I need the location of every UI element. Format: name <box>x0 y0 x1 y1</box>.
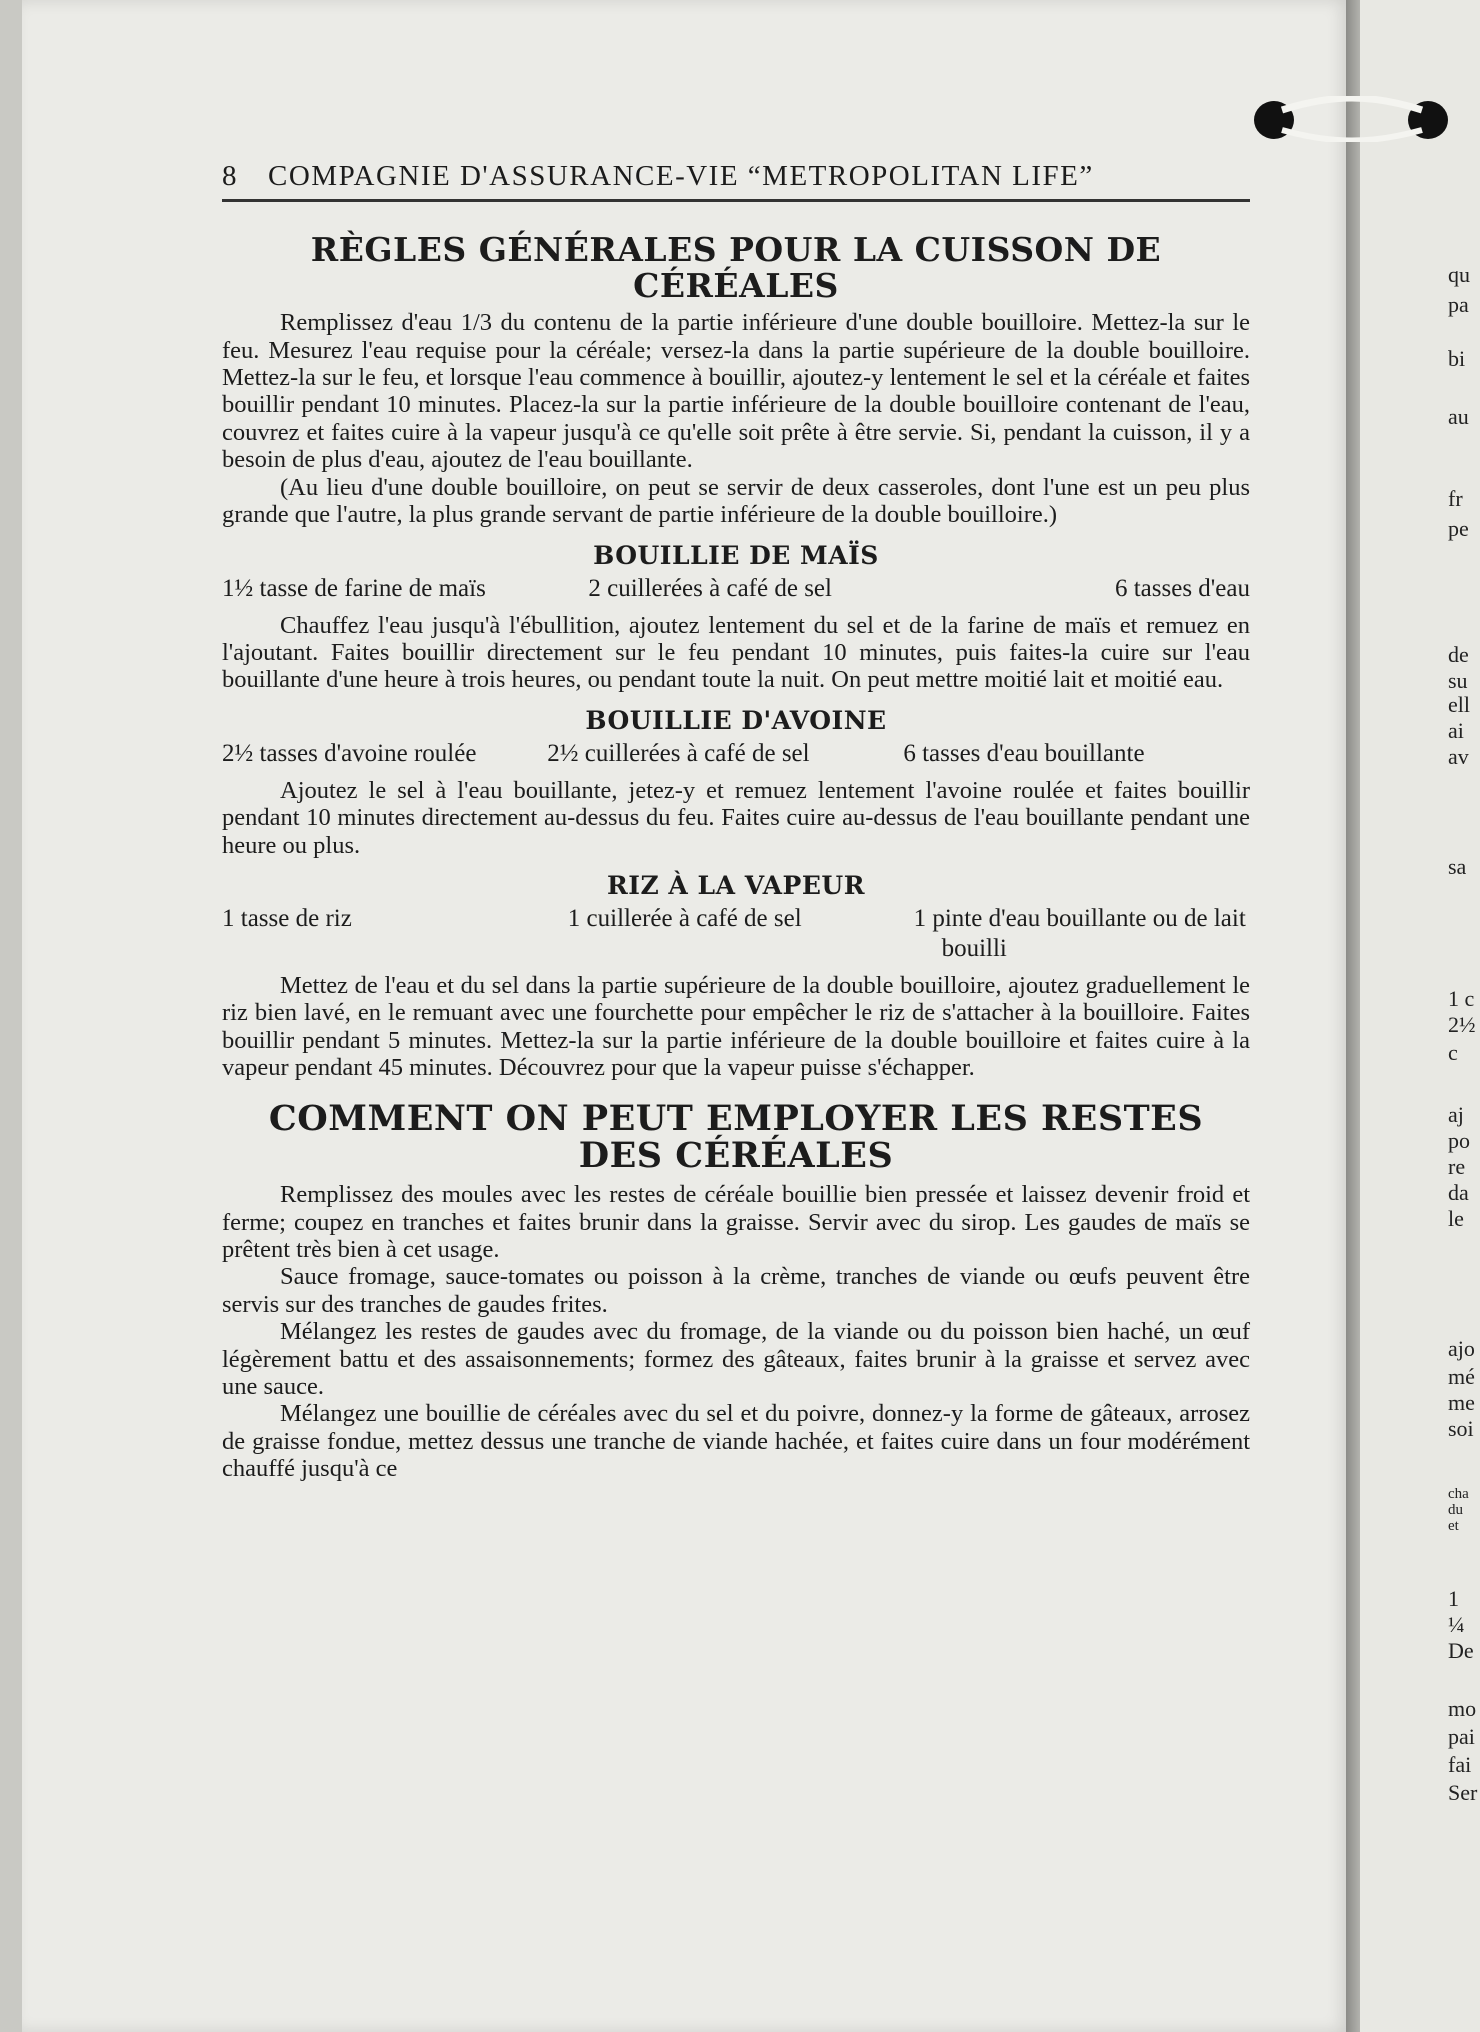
running-title: COMPAGNIE D'ASSURANCE-VIE “METROPOLITAN LIFE” <box>268 160 1094 192</box>
ingredient: 1 cuillerée à café de sel <box>567 904 802 932</box>
right-page-fragment: pa <box>1448 292 1469 317</box>
paragraph: Mélangez les restes de gaudes avec du fromage, de la viande ou du poisson bien haché, un œuf légèrement battu et des assaisonnements; formez des gâteaux, faites brunir à la graisse et servez avec une sauce. <box>222 1318 1250 1400</box>
right-page-fragment: ai <box>1448 718 1464 743</box>
right-page-fragment: au <box>1448 404 1469 429</box>
page-content <box>222 160 1250 1483</box>
right-page-fragment: 1 c <box>1448 986 1475 1011</box>
running-header <box>222 160 1250 202</box>
right-page-fragment: su <box>1448 668 1468 693</box>
right-page-fragment: pai <box>1448 1724 1475 1749</box>
paragraph: Remplissez d'eau 1/3 du contenu de la partie inférieure d'une double bouilloire. Mettez-la sur le feu. Mesurez l'eau requise pour la céréale; versez-la dans la partie supérieure de la double bouilloire. Mettez-la sur le feu, et lorsque l'eau commence à bouillir, ajoutez-y lentement le sel et la céréale et faites bouillir pendant 10 minutes. Placez-la sur la partie inférieure de la double bouilloire contenant de l'eau, couvrez et faites cuire à la vapeur jusqu'à ce qu'elle soit prête à être servie. Si, pendant la cuisson, il y a besoin de plus d'eau, ajoutez de l'eau bouillante. <box>222 309 1250 474</box>
right-page-fragment: ell <box>1448 692 1470 717</box>
right-page-fragment: fai <box>1448 1752 1472 1777</box>
right-page-fragment: mo <box>1448 1696 1477 1721</box>
right-page-fragment: mé <box>1448 1364 1475 1389</box>
right-page-fragment: le <box>1448 1206 1464 1231</box>
right-page-fragment: ¼ <box>1448 1612 1465 1637</box>
paragraph: (Au lieu d'une double bouilloire, on peut se servir de deux casseroles, dont l'une est un peu plus grande que l'autre, la plus grande servant de partie inférieure de la double bouilloire.) <box>222 473 1250 529</box>
right-page-fragment: fr <box>1448 486 1463 511</box>
right-page-fragment: re <box>1448 1154 1466 1179</box>
ingredient: 2 cuillerées à café de sel <box>588 574 832 602</box>
paragraph: Sauce fromage, sauce-tomates ou poisson à la crème, tranches de viande ou œufs peuvent être servis sur des tranches de gaudes frites. <box>222 1263 1250 1318</box>
ingredient: 2½ tasses d'avoine roulée <box>222 739 477 767</box>
recipe-instructions: Chauffez l'eau jusqu'à l'ébullition, ajoutez lentement du sel et de la farine de maïs et remuez en l'ajoutant. Faites bouillir directement sur le feu pendant 10 minutes, puis faites-la cuire sur l'eau bouillante d'une heure à trois heures, ou pendant toute la nuit. On peut mettre moitié lait et moitié eau. <box>222 611 1250 694</box>
right-page-fragment: ajo <box>1448 1336 1475 1361</box>
binding-ring-icon <box>1252 96 1452 142</box>
right-page-fragment: me <box>1448 1390 1475 1415</box>
right-page-fragment: du <box>1448 1502 1463 1518</box>
right-page-fragment: 1 <box>1448 1586 1459 1611</box>
ingredient: 1 pinte d'eau bouillante ou de lait bouilli <box>913 904 1246 962</box>
right-page-fragment: Ser <box>1448 1780 1478 1805</box>
paragraph: Mélangez une bouillie de céréales avec du sel et du poivre, donnez-y la forme de gâteaux, arrosez de graisse fondue, mettez dessus une tranche de viande hachée, et faites cuire dans un four modérément chauffé jusqu'à ce <box>222 1400 1250 1483</box>
right-page-fragment: av <box>1448 744 1469 769</box>
recipe-instructions: Mettez de l'eau et du sel dans la partie supérieure de la double bouilloire, ajoutez graduellement le riz bien lavé, en le remuant avec une fourchette pour empêcher le riz de s'attacher à la bouilloire. Faites bouillir pendant 5 minutes. Mettez-la sur la partie inférieure de la double bouilloire et faites cuire à la vapeur pendant 45 minutes. Découvrez pour que la vapeur puisse s'échapper. <box>222 971 1250 1082</box>
ingredient: 6 tasses d'eau bouillante <box>903 739 1145 767</box>
ingredient: 1½ tasse de farine de maïs <box>222 574 486 602</box>
right-page-fragment: De <box>1448 1638 1474 1663</box>
right-page-fragment: 2½ <box>1448 1012 1476 1037</box>
ingredient: 2½ cuillerées à café de sel <box>547 739 810 767</box>
recipe-title: BOUILLIE DE MAÏS <box>593 540 879 570</box>
ingredient: 1 tasse de riz <box>222 904 352 932</box>
ingredient-list <box>222 739 1250 769</box>
right-page-fragment: aj <box>1448 1102 1464 1127</box>
ingredient-list <box>222 574 1250 604</box>
paragraph: Remplissez des moules avec les restes de céréale bouillie bien pressée et laissez devenir froid et ferme; coupez en tranches et faites brunir dans la graisse. Servir avec du sirop. Les gaudes de maïs se prêtent très bien à cet usage. <box>222 1181 1250 1263</box>
right-page-fragment: c <box>1448 1040 1458 1065</box>
right-page-fragment: da <box>1448 1180 1469 1205</box>
right-page-fragment: bi <box>1448 346 1466 371</box>
right-page-fragment: de <box>1448 642 1469 667</box>
ingredient-list <box>222 904 1250 964</box>
recipe-title: RIZ À LA VAPEUR <box>607 870 865 900</box>
right-page-fragment: pe <box>1448 516 1469 541</box>
section-title-general-rules: RÈGLES GÉNÉRALES POUR LA CUISSON DE CÉRÉALES <box>310 230 1162 305</box>
section-title-leftovers: COMMENT ON PEUT EMPLOYER LES RESTES DES CÉRÉALES <box>268 1097 1204 1177</box>
right-page-fragment: et <box>1448 1518 1459 1534</box>
ingredient: 6 tasses d'eau <box>1114 574 1250 602</box>
recipe-title: BOUILLIE D'AVOINE <box>585 705 887 735</box>
right-page-fragment: sa <box>1448 854 1467 879</box>
right-page-fragment: cha <box>1448 1486 1469 1502</box>
page-number: 8 <box>222 160 238 192</box>
recipe-instructions: Ajoutez le sel à l'eau bouillante, jetez-y et remuez lentement l'avoine roulée et faites bouillir pendant 10 minutes directement au-dessus du feu. Faites cuire au-dessus de l'eau bouillante pendant une heure ou plus. <box>222 776 1250 859</box>
right-page-fragment: qu <box>1448 262 1470 287</box>
right-page-fragment: po <box>1448 1128 1470 1153</box>
right-page-fragment: soi <box>1448 1416 1474 1441</box>
